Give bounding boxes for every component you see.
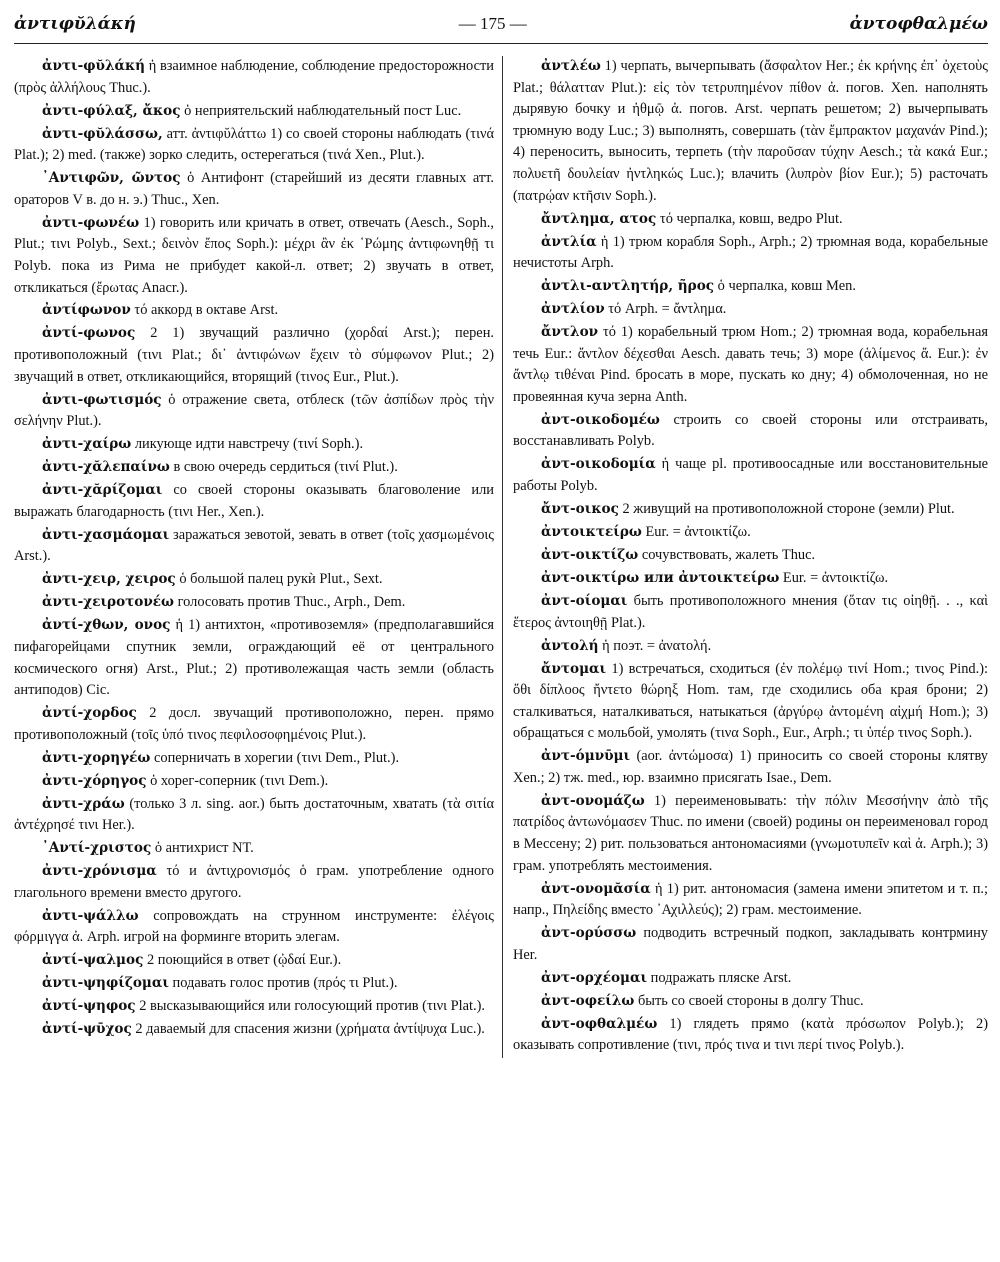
dictionary-entry (14, 56, 494, 99)
dictionary-entry (14, 838, 494, 860)
entry-definition: 2 поющийся в ответ (ᾠδαί Eur.). (146, 952, 342, 969)
entry-definition: 1) глядеть прямо (κατὰ πρόσωπον Polyb.); 2) оказывать сопротивление (τινι, πρός τινα и τινι περί τινος Polyb.). (513, 1015, 988, 1054)
dictionary-entry (14, 973, 494, 995)
page-number: — 175 — (458, 14, 527, 33)
entry-definition: соперничать в хорегии (τινι Dem., Plut.). (153, 749, 400, 766)
entry-headword: ἀντι-χειρ, χειρος (42, 571, 176, 588)
dictionary-entry (14, 213, 494, 299)
dictionary-entry (14, 615, 494, 701)
entry-headword: ἀντλέω (541, 58, 601, 74)
entry-headword: ἀντλι-αντλητήρ, ῆρος (541, 278, 715, 295)
entry-definition: ἡ чаще pl. противоосадные или восстановительные работы Polyb. (513, 456, 988, 495)
entry-definition: (только 3 л. sing. aor.) быть достаточным, хватать (τὰ σιτία ἀντέχρησέ τινι Her.). (14, 795, 494, 834)
dictionary-entry (14, 457, 494, 479)
dictionary-entry (14, 480, 494, 523)
dictionary-entry (513, 209, 988, 231)
dictionary-entry (14, 323, 494, 388)
entry-headword: ἀντ-ονομάζω (541, 792, 645, 809)
entry-headword: ἀντι-χαίρω (42, 436, 132, 453)
dictionary-entry (513, 522, 988, 544)
entry-headword: ἀντι-φῠλάκή (42, 58, 146, 74)
entry-definition: 1) переименовывать: τὴν πόλιν Μεσσήνην ἀπὸ τῆς πατρίδος ἀντωνόμασεν Thuc. по имени (своей) родины он переименовал город в Мессену; 2) рит. пользоваться антономасиями (γνωμοτυπεῖν καὶ ἀ. Arph.); 3) грам. употреблять местоимения. (513, 792, 988, 874)
entry-definition: τό аккорд в октаве Arst. (134, 302, 279, 319)
dictionary-entry (513, 410, 988, 453)
entry-headword: ἀντι-φύλαξ, ἄκος (42, 102, 181, 119)
entry-headword: ἀντ-οφθαλμέω (541, 1015, 658, 1032)
dictionary-entry (14, 434, 494, 456)
entry-headword: ἄντλον (541, 324, 599, 341)
dictionary-entry (513, 879, 988, 922)
entry-definition: (aor. ἀντώμοσα) 1) приносить со своей стороны клятву Xen.; 2) тж. med., юр. взаимно присягать Isae., Dem. (513, 748, 988, 786)
entry-definition: τό и ἀντιχρονισμός ὁ грам. употребление одного глагольного времени вместо другого. (14, 863, 494, 901)
entry-headword: ᾿Αντιφῶν, ῶντος (42, 170, 181, 187)
dictionary-entry (14, 771, 494, 793)
dictionary-entry (513, 299, 988, 321)
entry-definition: ἡ 1) рит. антономасия (замена имени эпитетом и т. п.; напр., Πηλείδης вместо ᾿Αχιλλεύς); 2) грам. местоимение. (513, 880, 988, 919)
dictionary-entry (14, 124, 494, 167)
entry-definition: быть со своей стороны в долгу Thuc. (637, 992, 864, 1009)
entry-headword: ἀντι-χᾰλεπαίνω (42, 459, 170, 476)
entry-headword: ἀντί-ψηφος (42, 998, 136, 1015)
entry-headword: ἀντί-ψαλμος (42, 952, 144, 969)
entry-headword: ἀντ-οικτίρω или ἀντοικτείρω (541, 569, 780, 586)
entry-definition: голосовать против Thuc., Arph., Dem. (177, 594, 406, 611)
entry-headword: ἀντ-οικοδομία (541, 456, 656, 473)
entry-definition: ὁ черпалка, ковш Men. (717, 278, 856, 295)
entry-definition: ὁ неприятельский наблюдательный пост Luc. (184, 102, 462, 119)
entry-headword: ἀντί-φωνος (42, 325, 136, 342)
entry-headword: ἀντι-χρόνισμα (42, 863, 157, 880)
dictionary-entry (513, 499, 988, 521)
entry-headword: ἀντίφωνον (42, 302, 131, 319)
entry-headword: ἀντι-χράω (42, 795, 125, 812)
entry-headword: ἀντολή (541, 637, 599, 654)
dictionary-entry (14, 101, 494, 123)
entry-definition: быть противоположного мнения (ὅταν τις οἰηθῇ. . ., καὶ ἕτερος ἀντοιηθῇ Plat.). (513, 592, 988, 631)
dictionary-entry (513, 746, 988, 789)
entry-definition: 2 живущий на противоположной стороне (земли) Plut. (622, 501, 955, 517)
dictionary-entry (513, 591, 988, 634)
dictionary-entry (14, 168, 494, 211)
dictionary-entry (14, 703, 494, 746)
entry-definition: подводить встречный подкоп, закладывать контрмину Her. (513, 925, 988, 963)
entry-definition: подавать голос против (πρός τι Plut.). (172, 975, 398, 992)
entry-headword: ἀντ-οικοδομέω (541, 411, 660, 428)
entry-definition: строить со своей стороны или отстраивать, восстанавливать Polyb. (513, 411, 988, 450)
entry-definition: ὁ Антифонт (старейший из десяти главных атт. ораторов V в. до н. э.) Thuc., Xen. (14, 170, 494, 208)
dictionary-entry (14, 300, 494, 322)
entry-definition: сочувствовать, жалеть Thuc. (641, 546, 816, 563)
dictionary-entry (14, 569, 494, 591)
entry-definition: сопровождать на струнном инструменте: ἐλέγοις φόρμιγγα ἀ. Arph. игрой на форминге вторить элегам. (14, 907, 494, 946)
entry-headword: ἀντ-ορύσσω (541, 925, 637, 942)
entry-headword: ἀντι-χειροτονέω (42, 594, 175, 611)
right-running-headword: ἀντοφθαλμέω (849, 14, 988, 34)
dictionary-entry (513, 276, 988, 298)
dictionary-entry (14, 390, 494, 433)
left-column (14, 56, 502, 1042)
entry-definition: заражаться зевотой, зевать в ответ (τοῖς χασμωμένοις Arst.). (14, 526, 494, 565)
dictionary-entry (513, 568, 988, 590)
dictionary-entry (14, 1019, 494, 1041)
entry-headword: ἀντλία (541, 233, 597, 250)
entry-headword: ἀντί-χθων, ονος (42, 617, 171, 634)
entry-headword: ἄντ-οικος (541, 501, 619, 517)
entry-headword: ἀντι-ψάλλω (42, 907, 139, 924)
entry-definition: 2 высказывающийся или голосующий против (τινι Plat.). (139, 998, 485, 1015)
dictionary-entry (14, 525, 494, 568)
entry-definition: 2 даваемый для спасения жизни (χρήματα ἀντίψυχα Luc.). (135, 1021, 485, 1038)
entry-definition: ἡ 1) трюм корабля Soph., Arph.; 2) трюмная вода, корабельные нечистоты Arph. (513, 233, 988, 272)
entry-definition: 1) черпать, вычерпывать (ἄσφαλτον Her.; ἐκ κρήνης ἐπ᾿ ὀχετοὺς Plat.; θάλατταν Plut.): εἰς τὸν τετρυπημένον πίθον ἀ. погов. Xen. наполнять дырявую бочку и ἠθμῷ ἀ. погов. Arst. черпать решетом; 2) вычерпывать трюмную воду Luc.; 3) выполнять, совершать (τὰν ἔμπρακτον μαχανάν Pind.); 4) переносить, выносить, терпеть (τὴν παροῦσαν τύχην Aesch.; τὰ κακά Eur.; πολυετῆ δουλείαν ἠντληκώς Luc.); влачить (λυπρὸν βίον Eur.); 5) расточать (πατρῴαν κτῆσιν Soph.). (513, 58, 988, 204)
dictionary-entry (513, 56, 988, 207)
dictionary-entry (14, 996, 494, 1018)
dictionary-entry (513, 659, 988, 745)
entry-definition: Eur. = ἀντοικτίζω. (645, 523, 751, 540)
entry-definition: ὁ отражение света, отблеск (τῶν ἀσπίδων πρὸς τὴν σελήνην Plut.). (14, 391, 494, 430)
dictionary-entry (513, 232, 988, 275)
entry-headword: ἄντομαι (541, 660, 607, 677)
entry-definition: ἡ поэт. = ἀνατολή. (602, 637, 712, 654)
entry-definition: атт. ἀντιφῠλάττω 1) со своей стороны наблюдать (τινά Plat.); 2) med. (также) зорко следить, остерегаться (τινά Xen., Plut.). (14, 125, 494, 164)
dictionary-entry (513, 322, 988, 408)
entry-definition: ἡ 1) антихтон, «противоземля» (предполагавшийся пифагорейцами спутник земли, ограждающий её от центрального космического огня) Arst., Plut.; 2) противолежащая часть земли (область антиподов) Cic. (14, 617, 494, 699)
dictionary-entry (513, 636, 988, 658)
entry-headword: ᾿Αντί-χριστος (42, 840, 152, 857)
entry-definition: 1) встречаться, сходиться (ἐν πολέμῳ τινί Hom.; τινος Pind.): ὅθι δίπλοος ἤντετο θώρηξ Hom. там, где сходились оба края брони; 2) сталкиваться, наталкиваться, натыкаться (ἀργύρῳ ἀντομένη αἰχμή Hom.); 3) обращаться с мольбой, умолять (τινα Soph., Eur., Arph.; τι ὑπέρ τινος Soph.). (513, 660, 988, 742)
dictionary-entry (14, 592, 494, 614)
entry-definition: Eur. = ἀντοικτίζω. (782, 569, 889, 586)
entry-definition: ὁ антихрист NT. (154, 840, 254, 857)
entry-headword: ἀντοικτείρω (541, 523, 642, 540)
entry-definition: ὁ большой палец рукѝ Plut., Sext. (179, 571, 383, 588)
page-header (14, 14, 988, 44)
entry-definition: τό черпалка, ковш, ведро Plut. (659, 210, 843, 227)
entry-definition: 1) говорить или кричать в ответ, отвечать (Aesch., Soph., Plut.; τινι Polyb., Sext.; δεινὸν ἔπος Soph.): μέχρι ἂν ἐκ ῾Ρώμης ἀντιφωνηθῇ τι Polyb. пока из Рима не прибудет какой-л. ответ; 2) звучать в ответ, откликаться (ἔρωτας Anacr.). (14, 214, 494, 296)
entry-headword: ἀντί-ψῡχος (42, 1021, 132, 1038)
entry-definition: ἡ взаимное наблюдение, соблюдение предосторожности (πρὸς ἀλλήλους Thuc.). (14, 58, 494, 96)
entry-headword: ἀντ-οφείλω (541, 992, 635, 1009)
entry-headword: ἀντι-χόρηγος (42, 772, 147, 789)
entry-definition: 2 1) звучащий различно (χορδαί Arst.); перен. противоположный (τινι Plat.; δι᾿ ἀντιφώνων ἔχειν τὸ σύμφωνον Plut.; 2) звучащий в ответ, откликающийся, вторящий (τινος Eur., Plut.). (14, 325, 494, 385)
dictionary-entry (513, 454, 988, 497)
entry-definition: в свою очередь сердиться (τινί Plut.). (173, 459, 398, 476)
entry-definition: ὁ хорег-соперник (τινι Dem.). (150, 772, 329, 789)
entry-headword: ἀντι-φῠλάσσω, (42, 125, 163, 142)
entry-definition: τό Arph. = ἄντλημα. (608, 301, 727, 318)
entry-definition: 2 досл. звучащий противоположно, перен. прямо противоположный (τοῖς ὑπό τινος πεφιλοσοφημένοις Plut.). (14, 705, 495, 743)
dictionary-entry (14, 748, 494, 770)
entry-definition: τό 1) корабельный трюм Hom.; 2) трюмная вода, корабельная течь Eur.: ἄντλον δέχεσθαι Aesch. давать течь; 3) море (ἁλίμενος ἄ. Eur.): ἐν ἄντλῳ τιθέναι Pind. бросать в море, пускать ко дну; 4) обмолоченная, но не провеянная куча зерна Anth. (513, 324, 988, 405)
entry-headword: ἀντ-ονομᾰσία (541, 880, 651, 897)
dictionary-entry (513, 545, 988, 567)
dictionary-entry (513, 991, 988, 1013)
entry-headword: ἀντί-χορδος (42, 705, 137, 722)
entry-headword: ἀντ-ορχέομαι (541, 969, 648, 986)
left-running-headword: ἀντιφῠλάκή (14, 14, 136, 34)
entry-headword: ἀντι-ψηφίζομαι (42, 975, 169, 992)
dictionary-entry (513, 923, 988, 966)
dictionary-entry (513, 791, 988, 877)
entry-definition: ликующе идти навстречу (τινί Soph.). (134, 436, 364, 453)
entry-headword: ἀντι-φωνέω (42, 214, 140, 231)
dictionary-entry (14, 906, 494, 949)
dictionary-entry (14, 950, 494, 972)
entry-headword: ἀντι-χασμάομαι (42, 526, 170, 543)
dictionary-entry (14, 861, 494, 904)
dictionary-entry (513, 1014, 988, 1057)
entry-headword: ἀντ-οικτίζω (541, 546, 639, 563)
entry-definition: со своей стороны оказывать благоволение или выражать благодарность (τινι Her., Xen.). (14, 482, 494, 520)
dictionary-entry (513, 968, 988, 990)
entry-headword: ἀντι-φωτισμός (42, 391, 162, 408)
two-column-body (14, 56, 988, 1246)
entry-definition: подражать пляске Arst. (650, 969, 792, 986)
entry-headword: ἄντλημα, ατος (541, 210, 657, 227)
entry-headword: ἀντλίον (541, 301, 605, 318)
entry-headword: ἀντι-χορηγέω (42, 749, 151, 766)
dictionary-entry (14, 794, 494, 837)
right-column (502, 56, 988, 1058)
entry-headword: ἀντ-όμνῡμι (541, 748, 631, 765)
entry-headword: ἀντ-οίομαι (541, 592, 628, 609)
entry-headword: ἀντι-χᾰρίζομαι (42, 482, 163, 499)
